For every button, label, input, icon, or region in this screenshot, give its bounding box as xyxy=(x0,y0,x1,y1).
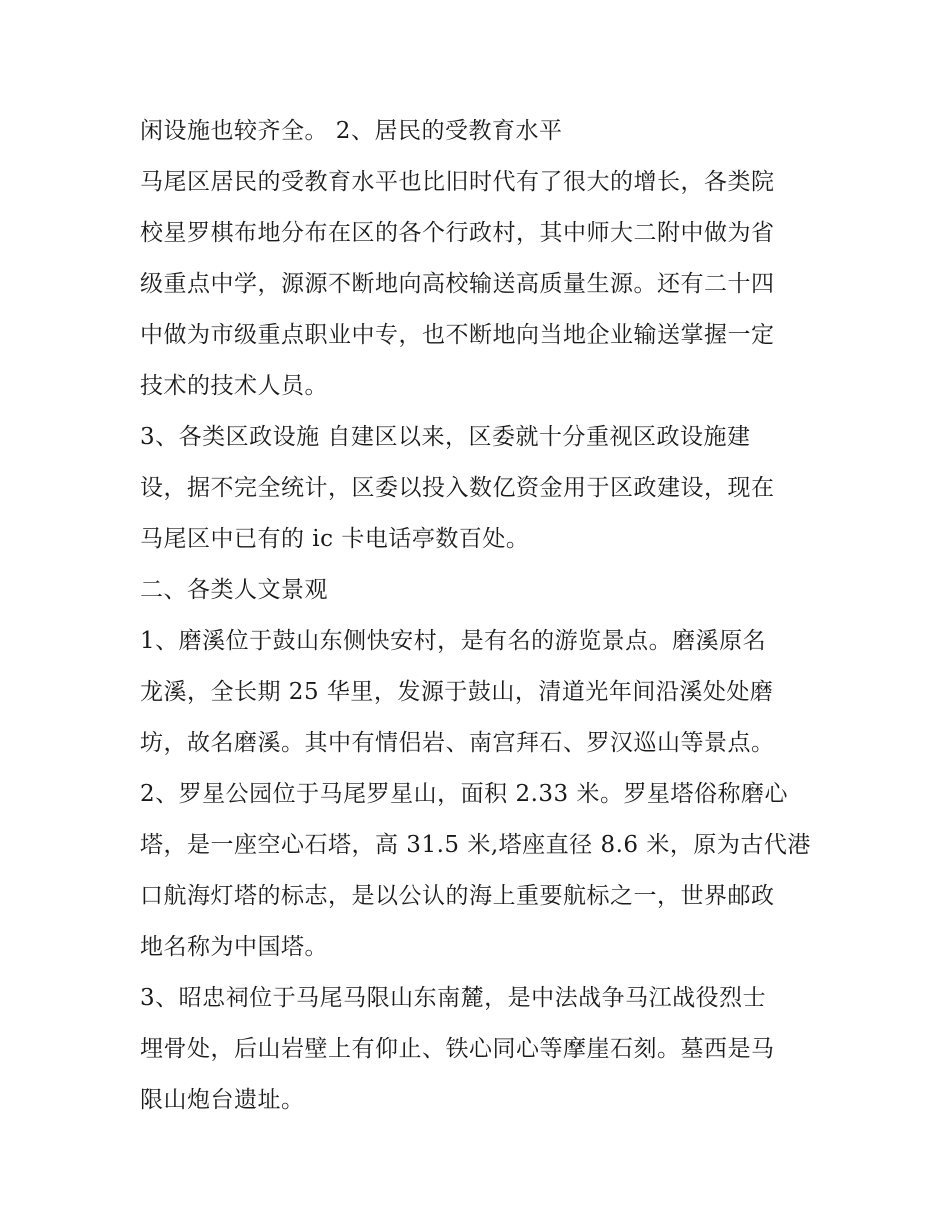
document-body xyxy=(140,106,820,1126)
text-line: 马尾区中已有的 ic 卡电话亭数百处。 xyxy=(140,526,530,552)
text-line: 马尾区居民的受教育水平也比旧时代有了很大的增长，各类院 xyxy=(140,169,775,195)
text-line: 塔，是一座空心石塔，高 31.5 米,塔座直径 8.6 米，原为古代港 xyxy=(140,832,811,858)
text-line: 限山炮台遗址。 xyxy=(140,1087,305,1113)
section-heading: 二、各类人文景观 xyxy=(140,577,328,603)
text-line: 地名称为中国塔。 xyxy=(140,934,328,960)
text-line: 3、各类区政设施 自建区以来，区委就十分重视区政设施建 xyxy=(140,424,751,450)
text-line: 中做为市级重点职业中专，也不断地向当地企业输送掌握一定 xyxy=(140,322,775,348)
text-line: 口航海灯塔的标志，是以公认的海上重要航标之一，世界邮政 xyxy=(140,883,775,909)
text-line: 坊，故名磨溪。其中有情侣岩、南宫拜石、罗汉巡山等景点。 xyxy=(140,730,775,756)
text-line: 级重点中学，源源不断地向高校输送高质量生源。还有二十四 xyxy=(140,271,775,297)
text-line: 1、磨溪位于鼓山东侧快安村，是有名的游览景点。磨溪原名 xyxy=(140,628,767,654)
text-line: 埋骨处，后山岩壁上有仰止、铁心同心等摩崖石刻。墓西是马 xyxy=(140,1036,775,1062)
text-line: 设，据不完全统计，区委以投入数亿资金用于区政建设，现在 xyxy=(140,475,775,501)
text-line: 3、昭忠祠位于马尾马限山东南麓，是中法战争马江战役烈士 xyxy=(140,985,767,1011)
text-line: 2、罗星公园位于马尾罗星山，面积 2.33 米。罗星塔俗称磨心 xyxy=(140,781,788,807)
text-line: 技术的技术人员。 xyxy=(140,373,328,399)
text-line: 龙溪，全长期 25 华里，发源于鼓山，清道光年间沿溪处处磨 xyxy=(140,679,774,705)
text-line: 校星罗棋布地分布在区的各个行政村，其中师大二附中做为省 xyxy=(140,220,775,246)
text-line: 闲设施也较齐全。 2、居民的受教育水平 xyxy=(140,118,563,144)
